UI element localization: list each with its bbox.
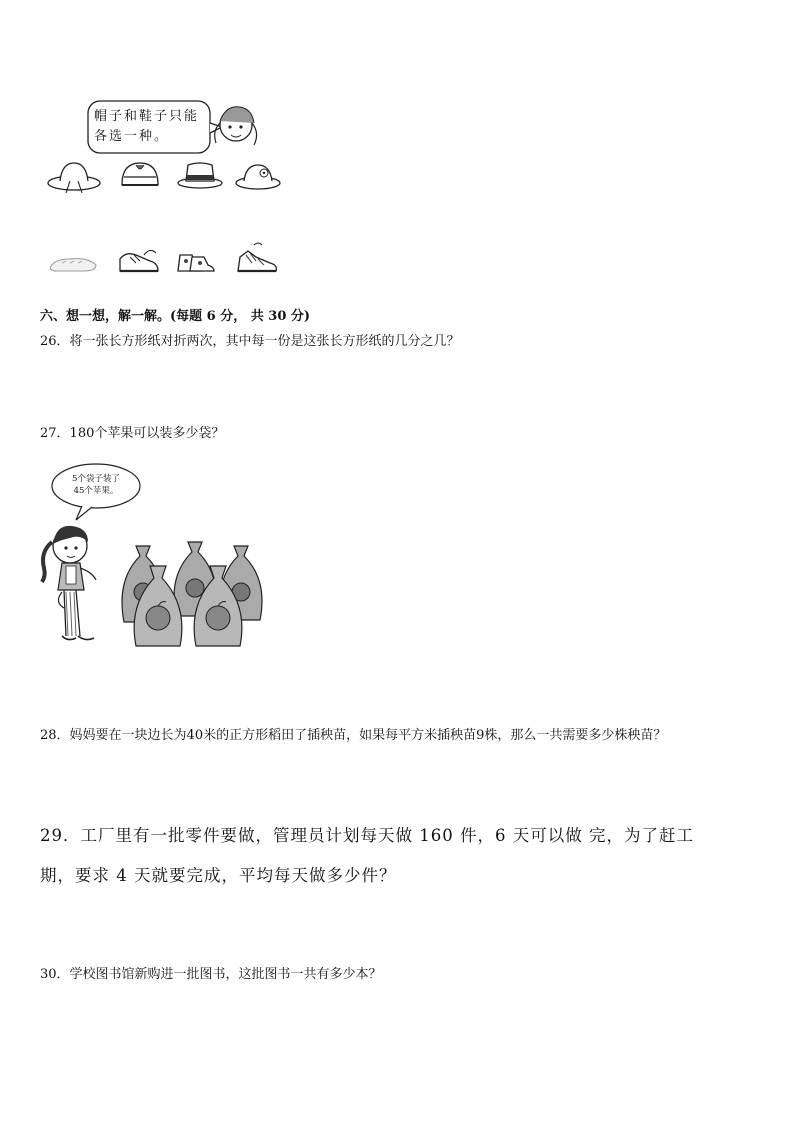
question-28: 28．妈妈要在一块边长为40米的正方形稻田了插秧苗，如果每平方米插秧苗9株，那么一共需要多少株秧苗？	[40, 728, 667, 743]
question-27: 27．180个苹果可以装多少袋？	[40, 426, 225, 441]
sneaker-icon	[120, 250, 158, 271]
question-26: 26．将一张长方形纸对折两次，其中每一份是这张长方形纸的几分之几？	[40, 334, 460, 349]
cap-icon	[122, 163, 158, 185]
section-title: 六、想一想，解一解。(每题 6 分， 共 30 分)	[40, 309, 311, 324]
hats-shoes-illustration	[40, 95, 300, 290]
girl-icon	[42, 526, 96, 640]
boots-icon	[178, 255, 214, 271]
speech-text-line1: 帽子和鞋子只能	[94, 109, 200, 124]
sports-shoe-icon	[238, 243, 276, 271]
flower-hat-icon	[236, 165, 280, 189]
girl-icon	[215, 107, 257, 145]
question-30: 30．学校图书馆新购进一批图书，这批图书一共有多少本？	[40, 967, 382, 982]
small-speech-line2: 45个苹果。	[73, 486, 119, 496]
fedora-icon	[178, 163, 222, 188]
small-speech-line1: 5个袋子装了	[72, 474, 120, 484]
slipper-icon	[50, 259, 96, 271]
sunhat-icon	[48, 163, 100, 193]
speech-text-line2: 各选一种。	[94, 129, 170, 144]
question-29-line2: 期，要求 4 天就要完成，平均每天做多少件？	[40, 866, 397, 885]
question-29-line1: 29．工厂里有一批零件要做，管理员计划每天做 160 件，6 天可以做 完，为了赶工	[40, 826, 694, 845]
apple-bags-illustration	[36, 460, 296, 652]
